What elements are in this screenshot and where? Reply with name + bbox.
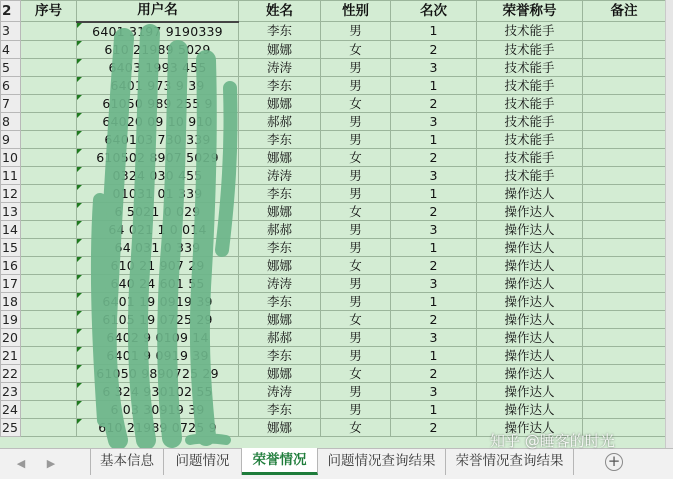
cell-honor[interactable]: 操作达人 [477, 310, 583, 328]
cell-name[interactable]: 娜娜 [239, 202, 321, 220]
cell-sex[interactable]: 男 [321, 238, 391, 256]
cell-username[interactable]: 6 5021 0 029 [77, 202, 239, 220]
cell-sex[interactable]: 男 [321, 400, 391, 418]
row-number[interactable]: 19 [1, 310, 21, 328]
cell-username[interactable]: 610502 8907 5029 [77, 148, 239, 166]
row-number[interactable]: 12 [1, 184, 21, 202]
cell-honor[interactable]: 操作达人 [477, 418, 583, 436]
cell-username[interactable]: 610 21989 5029 [77, 40, 239, 58]
cell-rank[interactable]: 3 [391, 166, 477, 184]
cell-honor[interactable]: 操作达人 [477, 400, 583, 418]
cell-sex[interactable]: 女 [321, 94, 391, 112]
cell-username[interactable]: 01031 01 339 [77, 184, 239, 202]
cell-rank[interactable]: 1 [391, 238, 477, 256]
cell-sex[interactable]: 男 [321, 22, 391, 41]
row-number[interactable]: 9 [1, 130, 21, 148]
cell-honor[interactable]: 操作达人 [477, 220, 583, 238]
cell-honor[interactable]: 技术能手 [477, 40, 583, 58]
cell-username[interactable]: 6401 3197 9190339 [77, 22, 239, 41]
cell-remark[interactable] [583, 130, 666, 148]
row-number[interactable]: 17 [1, 274, 21, 292]
cell-honor[interactable]: 操作达人 [477, 292, 583, 310]
cell-seq[interactable] [21, 58, 77, 76]
cell-note-marker-icon [77, 59, 82, 64]
cell-username[interactable]: 64 031 0 339 [77, 238, 239, 256]
cell-seq[interactable] [21, 40, 77, 58]
table-row [1, 364, 666, 382]
cell-rank[interactable]: 2 [391, 364, 477, 382]
cell-sex[interactable]: 女 [321, 40, 391, 58]
cell-honor[interactable]: 操作达人 [477, 256, 583, 274]
row-number[interactable]: 5 [1, 58, 21, 76]
cell-username[interactable]: 61050 9890725 29 [77, 364, 239, 382]
table-row [1, 346, 666, 364]
cell-sex[interactable]: 女 [321, 148, 391, 166]
cell-note-marker-icon [77, 347, 82, 352]
cell-honor[interactable]: 操作达人 [477, 382, 583, 400]
cell-honor[interactable]: 技术能手 [477, 166, 583, 184]
cell-seq[interactable] [21, 256, 77, 274]
cell-note-marker-icon [77, 275, 82, 280]
tab-basic-info[interactable]: 基本信息 [90, 449, 164, 475]
cell-username[interactable]: 610 21989 0725 9 [77, 418, 239, 436]
cell-name[interactable]: 李东 [239, 346, 321, 364]
cell-rank[interactable]: 1 [391, 292, 477, 310]
row-number[interactable]: 14 [1, 220, 21, 238]
cell-note-marker-icon [77, 239, 82, 244]
header-row [1, 1, 666, 22]
cell-name[interactable]: 娜娜 [239, 94, 321, 112]
cell-seq[interactable] [21, 310, 77, 328]
col-header-honor[interactable]: 荣誉称号 [477, 1, 583, 22]
cell-remark[interactable] [583, 328, 666, 346]
cell-name[interactable]: 李东 [239, 238, 321, 256]
cell-honor[interactable]: 操作达人 [477, 238, 583, 256]
cell-username[interactable]: 6403 1993 455 [77, 58, 239, 76]
table-row [1, 274, 666, 292]
cell-name[interactable]: 娜娜 [239, 148, 321, 166]
cell-seq[interactable] [21, 328, 77, 346]
row-number[interactable]: 24 [1, 400, 21, 418]
cell-name[interactable]: 李东 [239, 22, 321, 41]
cell-honor[interactable]: 技术能手 [477, 94, 583, 112]
cell-rank[interactable]: 2 [391, 310, 477, 328]
cell-sex[interactable]: 男 [321, 382, 391, 400]
cell-username[interactable]: 6402 9 0109 14 [77, 328, 239, 346]
cell-name[interactable]: 郝郝 [239, 112, 321, 130]
cell-seq[interactable] [21, 238, 77, 256]
row-number[interactable]: 2 [1, 1, 21, 22]
cell-remark[interactable] [583, 202, 666, 220]
cell-remark[interactable] [583, 76, 666, 94]
cell-remark[interactable] [583, 256, 666, 274]
cell-sex[interactable]: 男 [321, 328, 391, 346]
row-number[interactable]: 6 [1, 76, 21, 94]
cell-remark[interactable] [583, 166, 666, 184]
cell-sex[interactable]: 女 [321, 256, 391, 274]
cell-honor[interactable]: 技术能手 [477, 58, 583, 76]
cell-seq[interactable] [21, 220, 77, 238]
cell-seq[interactable] [21, 184, 77, 202]
row-number[interactable]: 21 [1, 346, 21, 364]
cell-honor[interactable]: 技术能手 [477, 76, 583, 94]
table-row [1, 76, 666, 94]
cell-rank[interactable]: 2 [391, 202, 477, 220]
cell-remark[interactable] [583, 58, 666, 76]
cell-remark[interactable] [583, 238, 666, 256]
cell-remark[interactable] [583, 346, 666, 364]
sheet-tab-bar [0, 448, 673, 479]
table-row [1, 220, 666, 238]
cell-username[interactable]: 6 324 930102 55 [77, 382, 239, 400]
table-row [1, 40, 666, 58]
cell-name[interactable]: 娜娜 [239, 310, 321, 328]
table-row [1, 166, 666, 184]
cell-note-marker-icon [77, 23, 82, 28]
cell-name[interactable]: 涛涛 [239, 58, 321, 76]
table-row [1, 400, 666, 418]
col-header-sex[interactable]: 性别 [321, 1, 391, 22]
table-row [1, 184, 666, 202]
cell-sex[interactable]: 男 [321, 166, 391, 184]
cell-name[interactable]: 娜娜 [239, 256, 321, 274]
cell-rank[interactable]: 3 [391, 58, 477, 76]
cell-honor[interactable]: 技术能手 [477, 148, 583, 166]
cell-note-marker-icon [77, 383, 82, 388]
cell-name[interactable]: 娜娜 [239, 40, 321, 58]
cell-honor[interactable]: 操作达人 [477, 202, 583, 220]
table-row [1, 328, 666, 346]
cell-name[interactable]: 娜娜 [239, 364, 321, 382]
row-number[interactable]: 23 [1, 382, 21, 400]
cell-remark[interactable] [583, 400, 666, 418]
cell-seq[interactable] [21, 76, 77, 94]
cell-note-marker-icon [77, 365, 82, 370]
cell-name[interactable]: 李东 [239, 184, 321, 202]
cell-remark[interactable] [583, 148, 666, 166]
cell-rank[interactable]: 1 [391, 76, 477, 94]
tab-honor-status[interactable]: 荣誉情况 [242, 448, 318, 475]
cell-username[interactable]: 64020 09 10 910 [77, 112, 239, 130]
cell-rank[interactable]: 2 [391, 148, 477, 166]
cell-sex[interactable]: 男 [321, 76, 391, 94]
table-row [1, 310, 666, 328]
cell-note-marker-icon [77, 95, 82, 100]
cell-sex[interactable]: 女 [321, 310, 391, 328]
cell-remark[interactable] [583, 40, 666, 58]
row-number[interactable]: 20 [1, 328, 21, 346]
table-row [1, 292, 666, 310]
cell-note-marker-icon [77, 221, 82, 226]
cell-note-marker-icon [77, 149, 82, 154]
cell-name[interactable]: 郝郝 [239, 328, 321, 346]
cell-rank[interactable]: 2 [391, 94, 477, 112]
cell-rank[interactable]: 1 [391, 184, 477, 202]
cell-remark[interactable] [583, 220, 666, 238]
cell-seq[interactable] [21, 22, 77, 41]
cell-sex[interactable]: 女 [321, 364, 391, 382]
cell-rank[interactable]: 1 [391, 346, 477, 364]
cell-sex[interactable]: 男 [321, 130, 391, 148]
cell-sex[interactable]: 男 [321, 292, 391, 310]
cell-honor[interactable]: 技术能手 [477, 22, 583, 41]
cell-sex[interactable]: 男 [321, 220, 391, 238]
table-row [1, 202, 666, 220]
cell-note-marker-icon [77, 257, 82, 262]
cell-remark[interactable] [583, 22, 666, 41]
cell-rank[interactable]: 1 [391, 400, 477, 418]
table-row [1, 22, 666, 41]
cell-seq[interactable] [21, 130, 77, 148]
col-header-remark[interactable]: 备注 [583, 1, 666, 22]
triangle-left-icon[interactable]: ◀ [16, 457, 26, 470]
cell-sex[interactable]: 女 [321, 418, 391, 436]
cell-seq[interactable] [21, 418, 77, 436]
cell-note-marker-icon [77, 131, 82, 136]
cell-username[interactable]: 64 021 1 0 014 [77, 220, 239, 238]
cell-seq[interactable] [21, 148, 77, 166]
table-row [1, 94, 666, 112]
cell-name[interactable]: 李东 [239, 76, 321, 94]
cell-sex[interactable]: 男 [321, 112, 391, 130]
cell-username[interactable]: 6105 19 0725 29 [77, 310, 239, 328]
cell-name[interactable]: 娜娜 [239, 418, 321, 436]
table-row [1, 58, 666, 76]
cell-note-marker-icon [77, 401, 82, 406]
cell-remark[interactable] [583, 112, 666, 130]
cell-remark[interactable] [583, 292, 666, 310]
cell-note-marker-icon [77, 311, 82, 316]
cell-note-marker-icon [77, 167, 82, 172]
table-row [1, 238, 666, 256]
cell-honor[interactable]: 操作达人 [477, 364, 583, 382]
table-row [1, 112, 666, 130]
cell-honor[interactable]: 操作达人 [477, 328, 583, 346]
cell-username[interactable]: 6401 973 9 39 [77, 76, 239, 94]
tab-honor-query-result[interactable]: 荣誉情况查询结果 [446, 449, 574, 475]
cell-name[interactable]: 郝郝 [239, 220, 321, 238]
cell-remark[interactable] [583, 382, 666, 400]
cell-name[interactable]: 李东 [239, 400, 321, 418]
cell-note-marker-icon [77, 77, 82, 82]
cell-username[interactable]: 6401 9 0919 39 [77, 346, 239, 364]
cell-username[interactable]: 640 24 601 55 [77, 274, 239, 292]
cell-seq[interactable] [21, 94, 77, 112]
table-row [1, 148, 666, 166]
row-number[interactable]: 8 [1, 112, 21, 130]
cell-username[interactable]: 61050 989 255 9 [77, 94, 239, 112]
cell-name[interactable]: 李东 [239, 292, 321, 310]
col-header-rank[interactable]: 名次 [391, 1, 477, 22]
col-header-seq[interactable]: 序号 [21, 1, 77, 22]
cell-note-marker-icon [77, 203, 82, 208]
cell-rank[interactable]: 3 [391, 382, 477, 400]
watermark: 知乎 @睡客的时光 [490, 432, 615, 450]
cell-seq[interactable] [21, 382, 77, 400]
cell-rank[interactable]: 2 [391, 256, 477, 274]
row-number[interactable]: 10 [1, 148, 21, 166]
row-number[interactable]: 15 [1, 238, 21, 256]
cell-note-marker-icon [77, 113, 82, 118]
col-header-username[interactable]: 用户名 [77, 1, 239, 22]
cell-honor[interactable]: 操作达人 [477, 274, 583, 292]
cell-username[interactable]: 0324 030 455 [77, 166, 239, 184]
cell-seq[interactable] [21, 364, 77, 382]
cell-note-marker-icon [77, 41, 82, 46]
row-number[interactable]: 13 [1, 202, 21, 220]
cell-seq[interactable] [21, 202, 77, 220]
cell-seq[interactable] [21, 112, 77, 130]
cell-username[interactable]: 6401 19 0919 39 [77, 292, 239, 310]
row-number[interactable]: 18 [1, 292, 21, 310]
cell-honor[interactable]: 技术能手 [477, 130, 583, 148]
cell-note-marker-icon [77, 185, 82, 190]
row-number[interactable]: 11 [1, 166, 21, 184]
cell-rank[interactable]: 1 [391, 130, 477, 148]
row-number[interactable]: 3 [1, 22, 21, 41]
cell-username[interactable]: 610 21 907 29 [77, 256, 239, 274]
cell-sex[interactable]: 女 [321, 202, 391, 220]
vertical-scrollbar[interactable] [665, 0, 673, 448]
row-number[interactable]: 16 [1, 256, 21, 274]
cell-username[interactable]: 6 03 30919 39 [77, 400, 239, 418]
cell-rank[interactable]: 1 [391, 22, 477, 41]
cell-honor[interactable]: 操作达人 [477, 346, 583, 364]
cell-username[interactable]: 640103 730 339 [77, 130, 239, 148]
row-number[interactable]: 7 [1, 94, 21, 112]
cell-honor[interactable]: 操作达人 [477, 184, 583, 202]
cell-remark[interactable] [583, 364, 666, 382]
table-row [1, 130, 666, 148]
cell-remark[interactable] [583, 310, 666, 328]
cell-note-marker-icon [77, 329, 82, 334]
cell-name[interactable]: 涛涛 [239, 166, 321, 184]
cell-sex[interactable]: 男 [321, 346, 391, 364]
row-number[interactable]: 4 [1, 40, 21, 58]
cell-seq[interactable] [21, 292, 77, 310]
cell-rank[interactable]: 3 [391, 328, 477, 346]
cell-seq[interactable] [21, 400, 77, 418]
cell-seq[interactable] [21, 166, 77, 184]
table-row [1, 256, 666, 274]
cell-honor[interactable]: 技术能手 [477, 112, 583, 130]
table-row [1, 382, 666, 400]
cell-name[interactable]: 李东 [239, 130, 321, 148]
cell-name[interactable]: 涛涛 [239, 382, 321, 400]
tab-problem-status[interactable]: 问题情况 [164, 449, 242, 475]
col-header-name[interactable]: 姓名 [239, 1, 321, 22]
cell-sex[interactable]: 男 [321, 58, 391, 76]
cell-rank[interactable]: 2 [391, 40, 477, 58]
cell-remark[interactable] [583, 94, 666, 112]
cell-seq[interactable] [21, 346, 77, 364]
triangle-right-icon[interactable]: ▶ [46, 457, 56, 470]
cell-note-marker-icon [77, 293, 82, 298]
cell-remark[interactable] [583, 274, 666, 292]
cell-name[interactable]: 涛涛 [239, 274, 321, 292]
cell-rank[interactable]: 3 [391, 274, 477, 292]
row-number[interactable]: 25 [1, 418, 21, 436]
cell-rank[interactable]: 2 [391, 418, 477, 436]
cell-sex[interactable]: 男 [321, 274, 391, 292]
cell-rank[interactable]: 3 [391, 112, 477, 130]
cell-remark[interactable] [583, 184, 666, 202]
cell-seq[interactable] [21, 274, 77, 292]
tab-problem-query-result[interactable]: 问题情况查询结果 [318, 449, 446, 475]
plus-circle-icon[interactable]: + [605, 453, 623, 471]
cell-sex[interactable]: 男 [321, 184, 391, 202]
row-number[interactable]: 22 [1, 364, 21, 382]
cell-rank[interactable]: 3 [391, 220, 477, 238]
cell-note-marker-icon [77, 419, 82, 424]
